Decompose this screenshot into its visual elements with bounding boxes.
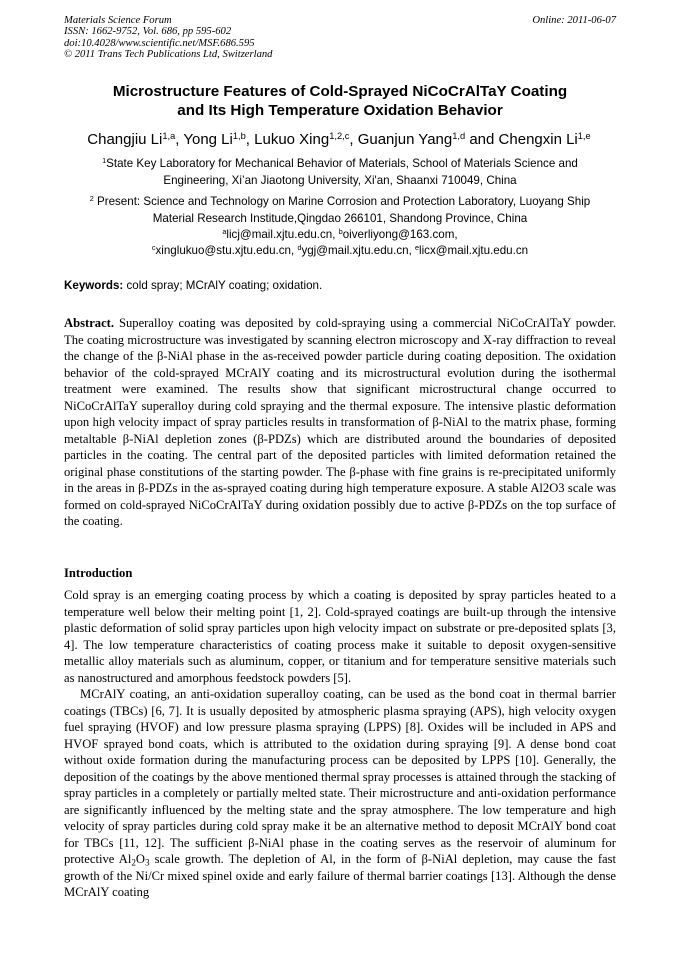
issn-line: ISSN: 1662-9752, Vol. 686, pp 595-602 <box>64 26 232 38</box>
author-separator: , <box>245 131 255 148</box>
affiliation-text: Material Research Institude,Qingdao 266101, Shandong Province, China <box>152 212 528 225</box>
journal-name: Materials Science Forum <box>64 15 172 26</box>
author-name: Chengxin Li <box>498 131 578 148</box>
email-link: licj@mail.xjtu.edu.cn, <box>226 228 339 241</box>
online-date: Online: 2011-06-07 <box>532 15 616 26</box>
affiliation-text: Engineering, Xi’an Jiaotong University, Xi'an, Shaanxi 710049, China <box>163 174 517 187</box>
abstract-label: Abstract. <box>64 316 115 330</box>
email-mark: d <box>297 243 302 253</box>
abstract-text: Superalloy coating was deposited by cold-spraying using a commercial NiCoCrAlTaY powder. The coating microstructure was investigated by scanning electron microscopy and X-ray diffraction to reveal the change of the β-NiAl phase in the as-received powder particle during coating deposition. The oxidation behavior of the cold-sprayed MCrAlY coating and its microstructural evolution during the isothermal treatment were examined. The results show that significant microstructural change occurred to NiCoCrAlTaY superalloy during cold spraying and the thermal exposure. The intensive plastic deformation upon high velocity impact of spray particles results in transformation of β-NiAl to the matrix phase, forming metaltable β-NiAl depletion zones (β-PDZs) which are distributed around the boundaries of deposited particles in the coating. The central part of the deposited particles with limited deformation retained the original phase constitutions of the starting powder. The β-phase with fine grains is re-precipitated uniformly in the areas in β-PDZs in the as-sprayed coating during high temperature exposure. A stable Al2O3 scale was formed on cold-sprayed NiCoCrAlTaY during oxidation possibly due to active β-PDZs on the top surface of the coating. <box>64 316 616 528</box>
author-affiliation-mark: 1,a <box>162 130 176 141</box>
doi-line: doi:10.4028/www.scientific.net/MSF.686.595 <box>64 37 255 49</box>
affiliation-text: State Key Laboratory for Mechanical Behavior of Materials, School of Materials Science and <box>106 157 578 170</box>
affiliation-number: 2 <box>89 194 94 204</box>
journal-header <box>64 15 616 61</box>
intro-paragraph-2 <box>64 686 616 901</box>
subscript: 2 <box>131 857 136 868</box>
paper-title <box>64 82 616 120</box>
paragraph-text: scale growth. The depletion of Al, in the form of β-NiAl depletion, may cause the fast growth of the Ni/Cr mixed spinel oxide and early failure of thermal barrier coatings [13]. Although the dense MCrAlY coating <box>64 852 617 899</box>
email-mark: c <box>151 243 156 253</box>
author-separator: and <box>465 131 499 148</box>
affiliation-text: Present: Science and Technology on Marine Corrosion and Protection Laboratory, Luoyang Ship <box>93 195 591 208</box>
email-link: ygj@mail.xjtu.edu.cn, <box>301 244 416 257</box>
email-link: xinglukuo@stu.xjtu.edu.cn, <box>155 244 298 257</box>
author-name: Guanjun Yang <box>357 131 453 148</box>
author-name: Yong Li <box>183 131 233 148</box>
email-link: oiverliyong@163.com, <box>342 228 458 241</box>
author-affiliation-mark: 1,2,c <box>329 130 350 141</box>
author-separator: , <box>175 131 184 148</box>
subscript: 3 <box>145 857 150 868</box>
author-emails <box>64 227 616 259</box>
email-mark: a <box>222 227 227 237</box>
author-affiliation-mark: 1,b <box>232 130 246 141</box>
abstract <box>64 315 616 530</box>
paragraph-text: MCrAlY coating, an anti-oxidation superalloy coating, can be used as the bond coat in thermal barrier coatings (TBCs) [6, 7]. It is usually deposited by atmospheric plasma spraying (APS), high velocity oxygen fuel spraying (HVOF) and low pressure plasma spraying (LPPS) [8]. Oxides will be included in APS and HVOF sprayed bond coats, which is attributed to the oxidation during spraying [9]. A dense bond coat without oxide formation during the manufacturing process can be deposited by LPPS [10]. Generally, the deposition of the coatings by the above mentioned thermal spray processes is attained through the stacking of spray particles in a completely or partially melted state. Their microstructure and anti-oxidation performance are significantly influenced by the melting state and the spray atmosphere. The low temperature and high velocity of spray particles during cold spray make it be an alternative method to deposit MCrAlY bond coat for TBCs [11, 12]. The sufficient β-NiAl phase in the coating serves as the reservoir of aluminum for protective Al <box>64 687 616 866</box>
author-affiliation-mark: 1,e <box>577 130 591 141</box>
author-separator: , <box>349 131 358 148</box>
author-name: Changjiu Li <box>87 131 163 148</box>
keywords-text: cold spray; MCrAlY coating; oxidation. <box>123 279 323 292</box>
email-mark: b <box>338 227 343 237</box>
email-mark: e <box>415 243 420 253</box>
title-line-1: Microstructure Features of Cold-Sprayed NiCoCrAlTaY Coating <box>112 83 568 100</box>
paragraph-text: O <box>135 852 145 866</box>
section-heading-introduction: Introduction <box>64 566 133 580</box>
title-line-2: and Its High Temperature Oxidation Behavior <box>177 102 503 119</box>
affiliation-number: 1 <box>102 156 107 166</box>
affiliation-1 <box>64 155 616 189</box>
copyright-line: © 2011 Trans Tech Publications Ltd, Switzerland <box>64 49 273 61</box>
affiliation-2 <box>64 193 616 227</box>
email-link: licx@mail.xjtu.edu.cn <box>419 244 529 257</box>
author-list <box>40 130 638 150</box>
author-name: Lukuo Xing <box>254 131 330 148</box>
author-affiliation-mark: 1,d <box>452 130 466 141</box>
keywords <box>64 278 616 294</box>
keywords-label: Keywords: <box>64 279 124 292</box>
intro-paragraph-1: Cold spray is an emerging coating process by which a coating is deposited by spray particles heated to a temperature well below their melting point [1, 2]. Cold-sprayed coatings are built-up through the intensive plastic deformation of solid spray particles upon high velocity impact on substrate or pre-deposited splats [3, 4]. The low temperature characteristics of coating process make it suitable to deposit oxygen-sensitive metallic alloy materials such as aluminum, copper, or titanium and for temperature sensitive materials such as nanostructured and amorphous feedstock powders [5]. <box>64 588 616 685</box>
